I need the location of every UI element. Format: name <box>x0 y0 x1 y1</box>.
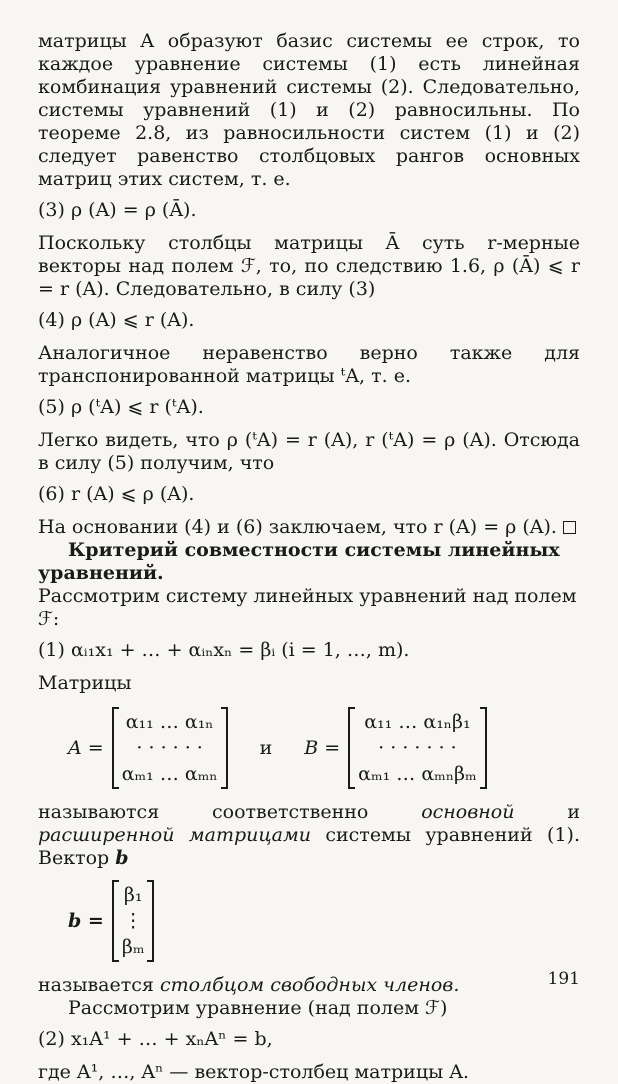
term-free-column: столбцом свободных членов. <box>159 974 460 996</box>
paragraph-9: Рассмотрим уравнение (над полем ℱ) <box>68 997 448 1019</box>
matrices-display <box>68 707 580 789</box>
equation-2: (2) x₁A¹ + … + xₙAⁿ = b, <box>38 1028 273 1050</box>
matrix-b-row-3: αₘ₁ … αₘₙβₘ <box>358 763 477 785</box>
conclusion-text: На основании (4) и (6) заключаем, что r (A) = ρ (A). <box>38 516 557 538</box>
matrix-b-label: B = <box>304 736 341 759</box>
vector-b-row-3: βₘ <box>121 936 145 958</box>
term-basic: основной <box>421 801 515 823</box>
para8-part-a: называется <box>38 974 160 996</box>
equation-4: (4) ρ (A) ⩽ r (A). <box>38 309 195 331</box>
paragraph-6: Рассмотрим систему линейных уравнений над полем ℱ: <box>38 585 577 630</box>
and-word: и <box>259 736 273 759</box>
matrix-b-row-2: · · · · · · · <box>378 737 457 759</box>
end-of-proof-icon <box>563 521 576 534</box>
matrix-a <box>112 707 228 789</box>
term-augmented: расширенной матрицами <box>38 824 311 846</box>
matrix-a-row-2: · · · · · · <box>136 737 203 759</box>
equation-1: (1) αᵢ₁x₁ + … + αᵢₙxₙ = βᵢ (i = 1, …, m). <box>38 639 410 661</box>
matrix-a-row-3: αₘ₁ … αₘₙ <box>121 763 218 785</box>
vector-b-display <box>68 880 580 962</box>
paragraph-2: Поскольку столбцы матрицы Ā суть r-мерные векторы над полем ℱ, то, по следствию 1.6, ρ (Ā) ⩽ r = r (A). Следовательно, в силу (3) <box>38 232 580 300</box>
paragraph-8 <box>38 974 580 997</box>
para7-part-c: и <box>514 801 580 823</box>
paragraph-5 <box>38 516 580 539</box>
para7-part-e: системы уравнений (1). Вектор <box>38 824 580 869</box>
matrix-b-row-1: α₁₁ … α₁ₙβ₁ <box>364 711 471 733</box>
vector-b-label: b = <box>68 909 104 932</box>
matrix-b <box>348 707 487 789</box>
paragraph-10: где A¹, …, Aⁿ — вектор-столбец матрицы A. <box>38 1061 469 1083</box>
equation-6: (6) r (A) ⩽ ρ (A). <box>38 483 195 505</box>
section-heading: Критерий совместности системы линейных уравнений. <box>38 539 560 584</box>
para7-part-a: называются соответственно <box>38 801 422 823</box>
equation-3: (3) ρ (A) = ρ (Ā). <box>38 199 197 221</box>
vector-b <box>112 880 155 962</box>
vector-b-symbol: b <box>115 847 129 869</box>
matrix-a-label: A = <box>68 736 104 759</box>
vector-b-row-2: ⋮ <box>123 910 143 932</box>
paragraph-4: Легко видеть, что ρ (ᵗA) = r (A), r (ᵗA) = ρ (A). Отсюда в силу (5) получим, что <box>38 429 580 474</box>
paragraph-3: Аналогичное неравенство верно также для транспонированной матрицы ᵗA, т. е. <box>38 342 580 387</box>
matrix-a-row-1: α₁₁ … α₁ₙ <box>125 711 214 733</box>
vector-b-row-1: β₁ <box>123 884 143 906</box>
matrices-label: Матрицы <box>38 672 132 694</box>
paragraph-7 <box>38 801 580 870</box>
paragraph-1: матрицы A образуют базис системы ее строк, то каждое уравнение системы (1) есть линейная комбинация уравнений системы (2). Следовательно, системы уравнений (1) и (2) равносильны. По теореме 2.8, из равносильности систем (1) и (2) следует равенство столбцовых рангов основных матриц этих систем, т. е. <box>38 30 580 190</box>
page-body <box>38 30 580 1084</box>
page-number: 191 <box>547 969 580 989</box>
equation-5: (5) ρ (ᵗA) ⩽ r (ᵗA). <box>38 396 204 418</box>
